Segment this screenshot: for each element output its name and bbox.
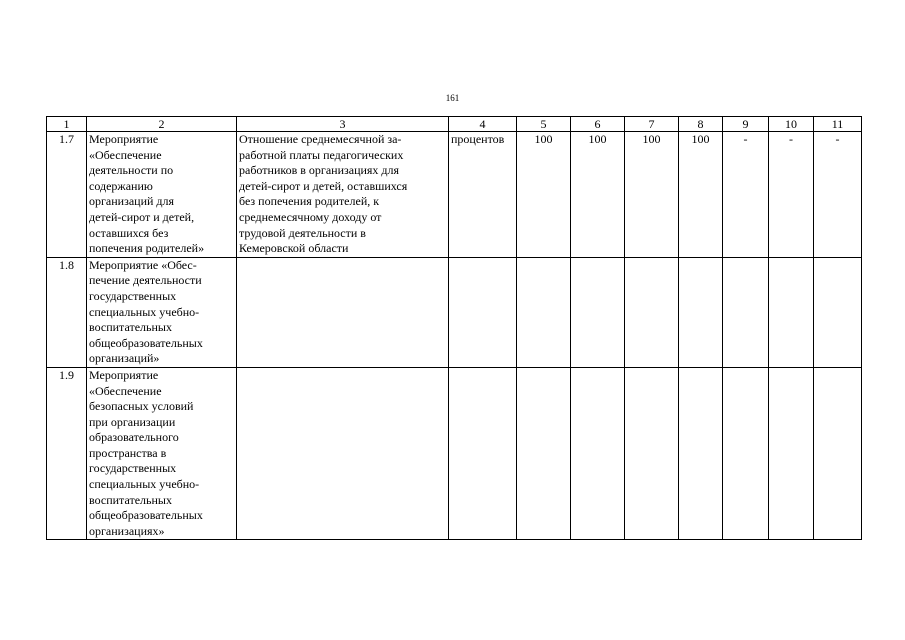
unit-cell xyxy=(449,257,517,367)
row-number: 1.7 xyxy=(47,132,87,258)
header-cell: 1 xyxy=(47,117,87,132)
value-cell xyxy=(679,367,723,540)
header-cell: 7 xyxy=(625,117,679,132)
header-cell: 10 xyxy=(769,117,814,132)
indicator-name xyxy=(237,367,449,540)
value-cell xyxy=(517,367,571,540)
header-cell: 9 xyxy=(723,117,769,132)
page-number: 161 xyxy=(445,93,460,103)
header-cell: 8 xyxy=(679,117,723,132)
value-cell xyxy=(625,257,679,367)
activity-name: Мероприятие «Обеспечение безопасных условий при организации образовательного пространства в государственных специальных учебно- воспитательных общеобразовательных организациях» xyxy=(87,367,237,540)
header-cell: 3 xyxy=(237,117,449,132)
value-cell xyxy=(814,367,862,540)
value-cell xyxy=(625,367,679,540)
table-row xyxy=(47,257,862,367)
indicators-table xyxy=(46,116,862,540)
value-cell xyxy=(769,257,814,367)
header-cell: 4 xyxy=(449,117,517,132)
table-row xyxy=(47,367,862,540)
value-cell xyxy=(679,257,723,367)
value-cell xyxy=(571,257,625,367)
header-cell: 5 xyxy=(517,117,571,132)
value-cell: - xyxy=(723,132,769,258)
indicator-name: Отношение среднемесячной за- работной платы педагогических работников в организациях для детей-сирот и детей, оставшихся без попечения родителей, к среднемесячному доходу от трудовой деятельности в Кемеровской области xyxy=(237,132,449,258)
unit-cell: процентов xyxy=(449,132,517,258)
value-cell xyxy=(517,257,571,367)
value-cell: 100 xyxy=(517,132,571,258)
value-cell xyxy=(723,367,769,540)
activity-name: Мероприятие «Обес- печение деятельности государственных специальных учебно- воспитательных общеобразовательных организаций» xyxy=(87,257,237,367)
header-row xyxy=(47,117,862,132)
unit-cell xyxy=(449,367,517,540)
value-cell: 100 xyxy=(625,132,679,258)
value-cell xyxy=(769,367,814,540)
header-cell: 11 xyxy=(814,117,862,132)
indicator-name xyxy=(237,257,449,367)
row-number: 1.8 xyxy=(47,257,87,367)
value-cell xyxy=(814,257,862,367)
row-number: 1.9 xyxy=(47,367,87,540)
table-row xyxy=(47,132,862,258)
header-cell: 2 xyxy=(87,117,237,132)
value-cell: 100 xyxy=(571,132,625,258)
value-cell: - xyxy=(769,132,814,258)
value-cell xyxy=(723,257,769,367)
value-cell: - xyxy=(814,132,862,258)
value-cell: 100 xyxy=(679,132,723,258)
activity-name: Мероприятие «Обеспечение деятельности по содержанию организаций для детей-сирот и детей, оставшихся без попечения родителей» xyxy=(87,132,237,258)
header-cell: 6 xyxy=(571,117,625,132)
value-cell xyxy=(571,367,625,540)
